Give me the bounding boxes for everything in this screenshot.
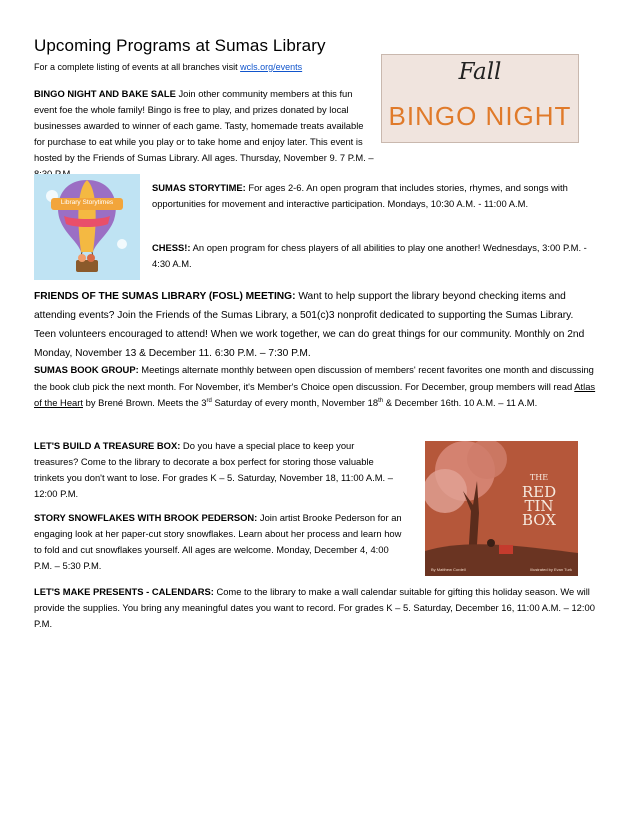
program-presents-title: LET'S MAKE PRESENTS - CALENDARS:: [34, 586, 214, 597]
program-fosl-title: FRIENDS OF THE SUMAS LIBRARY (FOSL) MEETING:: [34, 291, 296, 302]
program-snowflakes-title: STORY SNOWFLAKES WITH BROOK PEDERSON:: [34, 512, 258, 523]
book-group-text-3: Saturday of every month, November 18: [211, 397, 379, 408]
program-treasure-title: LET'S BUILD A TREASURE BOX:: [34, 440, 181, 451]
book-title-the: THE: [529, 473, 549, 482]
program-chess: [152, 240, 592, 272]
events-subline: [34, 62, 302, 72]
program-bingo: [34, 86, 374, 182]
red-tin-box-cover: [425, 441, 578, 576]
bingo-night-graphic: [381, 54, 579, 143]
storytime-image: [34, 174, 140, 280]
bingo-night-text: BINGO NIGHT: [388, 101, 572, 131]
program-book-group-title: SUMAS BOOK GROUP:: [34, 364, 139, 375]
events-link[interactable]: wcls.org/events: [240, 62, 303, 72]
program-chess-body: An open program for chess players of all abilities to play one another! Wednesdays, 3:00 P.M. - 4:30 A.M.: [152, 242, 587, 269]
program-book-group: [34, 362, 596, 412]
book-title-tin: TIN: [524, 497, 554, 515]
book-group-sup-th: th: [378, 397, 384, 404]
program-storytime-body: For ages 2-6. An open program that includes stories, rhymes, and songs with opportunities for movement and interactive participation. Mondays, 10:30 A.M. - 11:00 A.M.: [152, 182, 568, 209]
program-presents: [34, 584, 596, 632]
storytime-banner-text: Library Storytimes: [60, 199, 114, 206]
program-storytime-title: SUMAS STORYTIME:: [152, 182, 246, 193]
book-group-sup-rd: rd: [206, 397, 212, 404]
subline-text: For a complete listing of events at all branches visit: [34, 62, 241, 72]
program-snowflakes: [34, 510, 409, 574]
book-title-box: BOX: [521, 511, 556, 529]
program-treasure-body: Do you have a special place to keep your treasures? Come to the library to decorate a box perfect for storing those valuable trinkets you don't want to lose. For grades K – 5. Saturday, November 18, 11:00 A.M. – 12:00 P.M.: [34, 440, 393, 499]
book-title-block: [514, 471, 564, 527]
program-snowflakes-body: Join artist Brooke Pederson for an engaging look at her paper-cut story snowflakes. Learn about her process and learn how to fold and cut snowflakes yourself. All ages are welcome. Monday, December 4, 4:00 P.M. – 5:30 P.M.: [34, 512, 402, 571]
program-treasure-box: [34, 438, 396, 502]
program-fosl-body: Want to help support the library beyond checking items and attending events? Join the Friends of the Sumas Library, a 501(c)3 nonprofit dedicated to supporting the Sumas Library. Teen volunteers encouraged to attend! When we work together, we can do great things for our community. Monthly on 2nd Monday, November 13 & December 11. 6:30 P.M. – 7:30 P.M.: [34, 291, 585, 359]
program-presents-body: Come to the library to make a wall calendar suitable for gifting this holiday season. We will provide the supplies. You bring any meaningful dates you want to record. For grades K – 5. Saturday, December 16, 11:00 A.M. – 12:00 P.M.: [34, 586, 595, 629]
book-group-text-2: by Brené Brown. Meets the 3: [83, 397, 207, 408]
page-title: Upcoming Programs at Sumas Library: [34, 36, 326, 55]
book-author-credit: By Matthew Cordell: [431, 567, 466, 572]
book-group-book-title: Atlas of the Heart: [34, 380, 596, 408]
bingo-fall-text: Fall: [458, 59, 502, 85]
book-title-red: RED: [521, 483, 557, 501]
program-fosl: [34, 287, 596, 363]
program-storytime: [152, 180, 592, 212]
program-bingo-title: BINGO NIGHT AND BAKE SALE: [34, 88, 176, 99]
program-chess-title: CHESS!:: [152, 242, 191, 253]
hot-air-balloon-icon: [34, 174, 140, 280]
book-group-text-4: & December 16th. 10 A.M. – 11 A.M.: [383, 397, 538, 408]
book-illustrator-credit: Illustrated by Evan Turk: [530, 567, 572, 572]
program-bingo-body: Join other community members at this fun event foe the whole family! Bingo is free to play, and prizes donated by local businesses awarded to winner of each game. Tasty, homemade treats available for purchase to eat while you play or to take home and enjoy later. This event is hosted by the Friends of Sumas Library. All ages. Thursday, November 9. 7 P.M. –: [34, 88, 374, 163]
book-group-text-1: Meetings alternate monthly between open discussion of members' recent favorites one month and discussing the book club pick the next month. For November, it's Member's Choice open discussion. For December, group members will read: [34, 364, 594, 392]
